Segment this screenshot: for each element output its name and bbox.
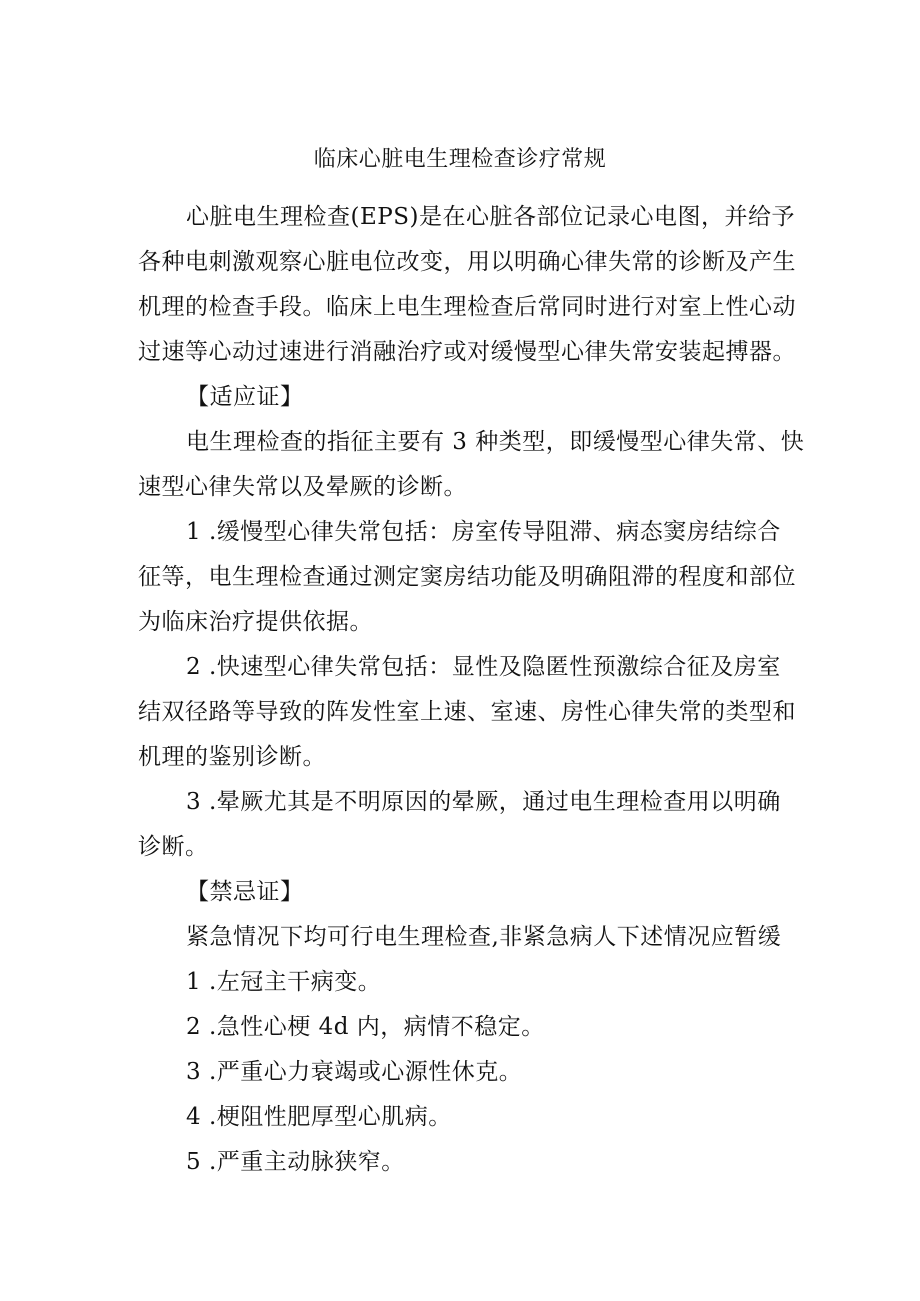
indications-summary-line: 电生理检查的指征主要有 3 种类型，即缓慢型心律失常、快 — [186, 429, 805, 455]
indication-item-2-line: 2 .快速型心律失常包括：显性及隐匿性预激综合征及房室 — [186, 654, 781, 680]
indications-summary-line: 速型心律失常以及晕厥的诊断。 — [138, 474, 467, 500]
intro-line: 机理的检查手段。临床上电生理检查后常同时进行对室上性心动 — [138, 294, 796, 320]
indication-item-1-line: 征等，电生理检查通过测定窦房结功能及明确阻滞的程度和部位 — [138, 564, 796, 590]
intro-line: 心脏电生理检查(EPS)是在心脏各部位记录心电图，并给予 — [186, 204, 795, 230]
contraindication-item: 1 .左冠主干病变。 — [186, 969, 382, 995]
intro-line: 各种电刺激观察心脏电位改变，用以明确心律失常的诊断及产生 — [138, 249, 796, 275]
indications-heading: 【适应证】 — [186, 384, 304, 410]
contraindication-item: 3 .严重心力衰竭或心源性休克。 — [186, 1059, 523, 1085]
contraindication-item: 4 .梗阻性肥厚型心肌病。 — [186, 1104, 452, 1130]
contraindications-heading: 【禁忌证】 — [186, 879, 304, 905]
intro-line: 过速等心动过速进行消融治疗或对缓慢型心律失常安装起搏器。 — [138, 339, 796, 365]
indication-item-1-line: 1 .缓慢型心律失常包括：房室传导阻滞、病态窦房结综合 — [186, 519, 781, 545]
indication-item-3-line: 诊断。 — [138, 834, 209, 860]
contraindications-summary: 紧急情况下均可行电生理检查,非紧急病人下述情况应暂缓 — [186, 924, 782, 950]
contraindication-item: 2 .急性心梗 4d 内，病情不稳定。 — [186, 1014, 545, 1040]
indication-item-3-line: 3 .晕厥尤其是不明原因的晕厥，通过电生理检查用以明确 — [186, 789, 781, 815]
contraindication-item: 5 .严重主动脉狭窄。 — [186, 1149, 405, 1175]
page-title: 临床心脏电生理检查诊疗常规 — [313, 147, 607, 172]
indication-item-2-line: 机理的鉴别诊断。 — [138, 744, 326, 770]
indication-item-1-line: 为临床治疗提供依据。 — [138, 609, 373, 635]
indication-item-2-line: 结双径路等导致的阵发性室上速、室速、房性心律失常的类型和 — [138, 699, 796, 725]
